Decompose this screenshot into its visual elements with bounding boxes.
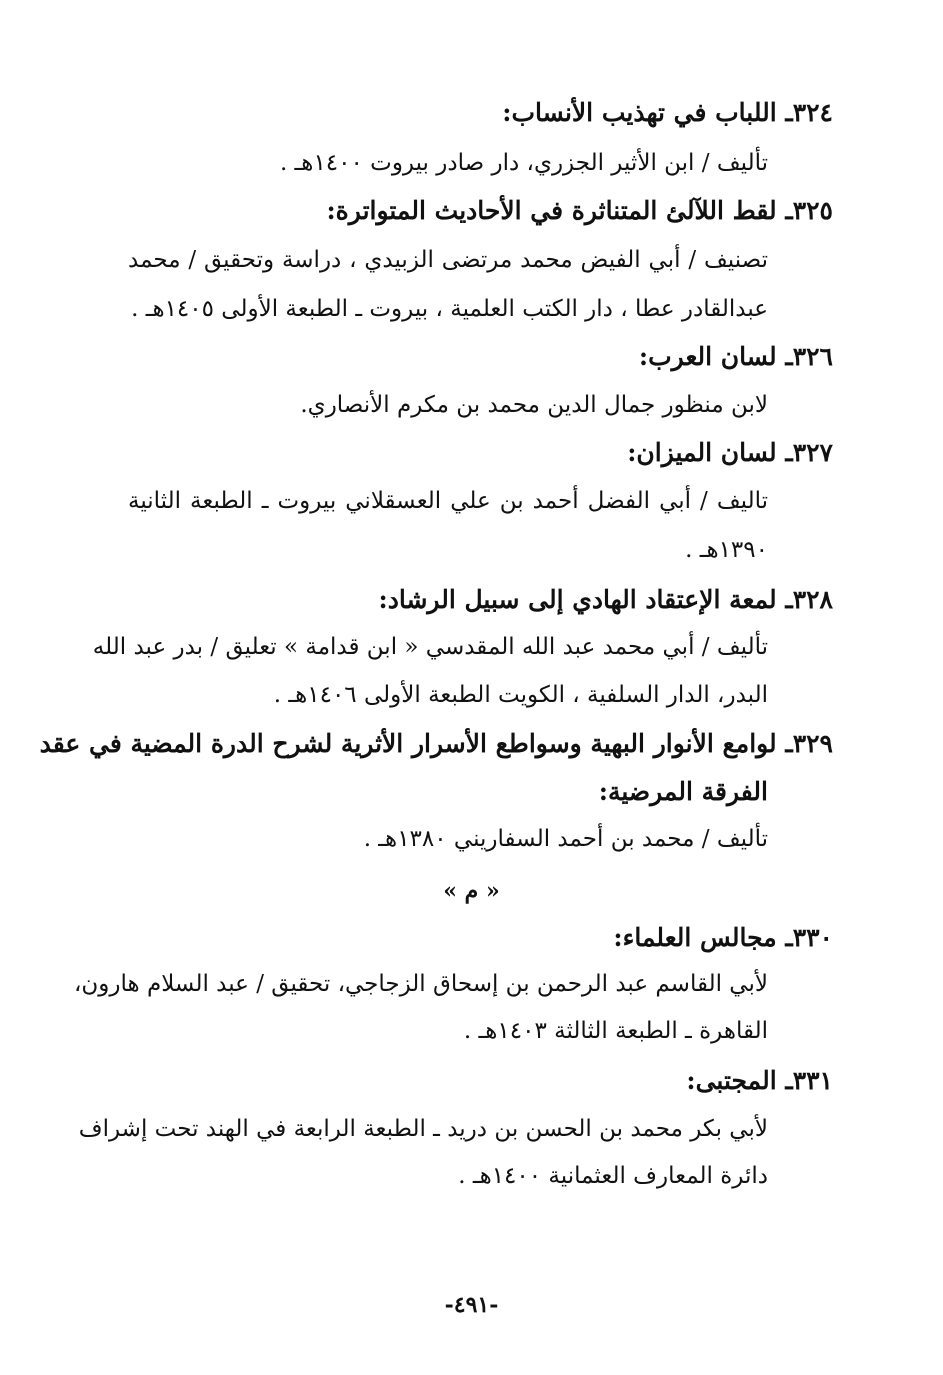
entry-text: لأبي بكر محمد بن الحسن بن دريد ـ الطبعة الرابعة في الهند تحت إشراف [78,1116,768,1142]
entry-text: البدر، الدار السلفية ، الكويت الطبعة الأولى ١٤٠٦هـ . [273,682,768,708]
entry-text: تأليف / ابن الأثير الجزري، دار صادر بيروت ١٤٠٠هـ . [279,150,768,176]
entry-heading: ٣٢٥ـ لقط اللآلئ المتناثرة في الأحاديث المتواترة: [326,196,833,225]
entry-text: تاليف / أبي الفضل أحمد بن علي العسقلاني بيروت ـ الطبعة الثانية [128,488,768,514]
entry-text: دائرة المعارف العثمانية ١٤٠٠هـ . [458,1163,768,1189]
section-letter: « م » [443,878,500,904]
entry-heading: ٣٣٠ـ مجالس العلماء: [613,923,833,952]
entry-text: تأليف / أبي محمد عبد الله المقدسي « ابن قدامة » تعليق / بدر عبد الله [92,634,768,660]
entry-text: لابن منظور جمال الدين محمد بن مكرم الأنصاري. [300,392,768,418]
entry-text: لأبي القاسم عبد الرحمن بن إسحاق الزجاجي، تحقيق / عبد السلام هارون، [73,971,768,997]
entry-heading: ٣٣١ـ المجتبى: [686,1066,833,1095]
page-number: -٤٩١- [444,1292,499,1318]
entry-heading: ٣٢٧ـ لسان الميزان: [627,438,833,467]
entry-heading: ٣٢٦ـ لسان العرب: [638,342,833,371]
entry-text: ١٣٩٠هـ . [685,537,768,563]
entry-text: تأليف / محمد بن أحمد السفاريني ١٣٨٠هـ . [363,826,768,852]
entry-text: تصنيف / أبي الفيض محمد مرتضى الزبيدي ، دراسة وتحقيق / محمد [128,247,768,273]
entry-heading: ٣٢٨ـ لمعة الإعتقاد الهادي إلى سبيل الرشاد: [378,585,833,614]
entry-text: القاهرة ـ الطبعة الثالثة ١٤٠٣هـ . [463,1018,768,1044]
entry-text: عبدالقادر عطا ، دار الكتب العلمية ، بيروت ـ الطبعة الأولى ١٤٠٥هـ . [131,296,768,322]
entry-heading: ٣٢٤ـ اللباب في تهذيب الأنساب: [502,98,833,127]
entry-heading-continuation: الفرقة المرضية: [598,777,768,806]
entry-heading: ٣٢٩ـ لوامع الأنوار البهية وسواطع الأسرار الأثرية لشرح الدرة المضية في عقد [39,729,833,758]
